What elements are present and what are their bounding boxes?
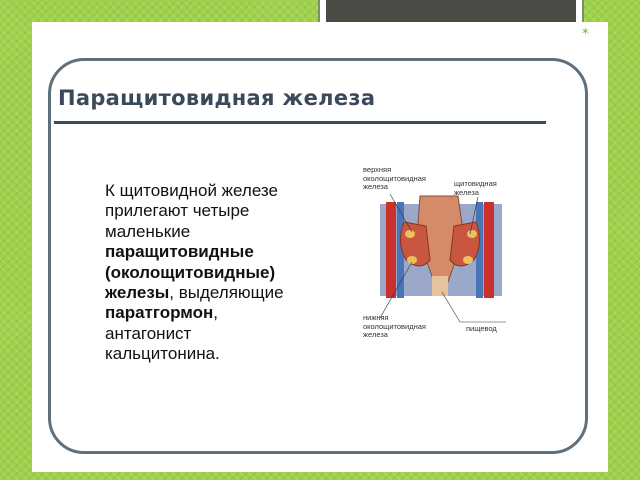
title-underline	[54, 121, 546, 124]
label-upper-parathyroid: верхняя околощитовидная железа	[363, 165, 426, 191]
text-line-6-rest: , выделяющие	[169, 283, 284, 303]
text-line-2: прилегают четыре	[105, 201, 250, 221]
label-thyroid-gland: щитовидная железа	[454, 179, 497, 197]
text-line-1: К щитовидной железе	[105, 181, 278, 200]
slide-title: Паращитовидная железа	[58, 86, 376, 110]
label-lower-parathyroid: нижняя околощитовидная железа	[363, 313, 426, 339]
text-line-8: антагонист	[105, 323, 192, 343]
label-esophagus: пищевод	[466, 324, 497, 333]
text-line-6-bold: железы	[105, 283, 170, 303]
text-line-9: кальцитонина.	[105, 344, 220, 364]
text-line-3: маленькие	[105, 221, 191, 241]
text-line-5-bold: (околощитовидные)	[105, 262, 276, 282]
star-icon: ✶	[580, 26, 590, 38]
parathyroid-illustration	[360, 164, 520, 344]
body-text	[105, 181, 345, 365]
text-line-7-rest: ,	[213, 303, 219, 323]
text-line-4-bold: паращитовидные	[105, 242, 254, 262]
text-line-7-bold: паратгормон	[105, 303, 214, 323]
